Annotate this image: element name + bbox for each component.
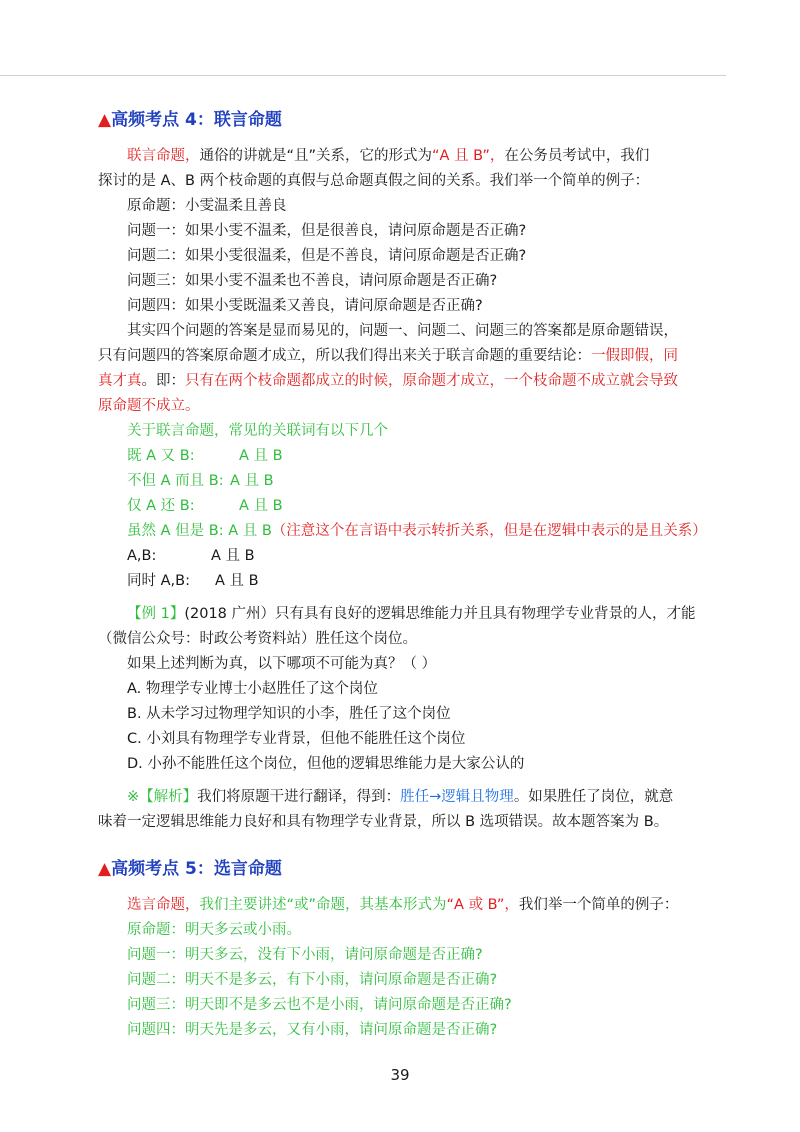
paragraph-line: 原命题不成立。 (98, 398, 200, 414)
example-line: 问题一：如果小雯不温柔，但是很善良，请问原命题是否正确? (127, 223, 527, 239)
paragraph-line: 联言命题，通俗的讲就是“且”关系，它的形式为“A 且 B”，在公务员考试中，我们 (127, 148, 650, 164)
example-line: 问题三：明天即不是多云也不是小雨，请问原命题是否正确? (127, 997, 512, 1013)
triangle-icon: ▲ (98, 859, 112, 879)
analysis-line: ※【解析】我们将原题干进行翻译，得到：胜任→逻辑且物理。如果胜任了岗位，就意 (127, 789, 674, 805)
paragraph-line: 真才真。即：只有在两个枝命题都成立的时候，原命题才成立，一个枝命题不成立就会导致 (98, 373, 678, 389)
section-heading-4: ▲高频考点 4：联言命题 (98, 110, 282, 130)
triangle-icon: ▲ (98, 110, 112, 130)
option-b: B. 从未学习过物理学知识的小李，胜任了这个岗位 (127, 706, 451, 722)
example-line: 问题二：如果小雯很温柔，但是不善良，请问原命题是否正确? (127, 248, 527, 264)
example-line: 问题二：明天不是多云，有下小雨，请问原命题是否正确? (127, 972, 498, 988)
example-line: 原命题：小雯温柔且善良 (127, 198, 287, 214)
example-line: 问题四：如果小雯既温柔又善良，请问原命题是否正确? (127, 298, 483, 314)
option-a: A. 物理学专业博士小赵胜任了这个岗位 (127, 681, 378, 697)
example-line: 问题四：明天先是多云，又有小雨，请问原命题是否正确? (127, 1022, 498, 1038)
connective-row: A,B: A 且 B (127, 548, 255, 564)
example-line: 问题三：如果小雯不温柔也不善良，请问原命题是否正确? (127, 273, 498, 289)
paragraph-line: 选言命题，我们主要讲述“或”命题，其基本形式为“A 或 B”，我们举一个简单的例子： (127, 897, 679, 913)
analysis-line: 味着一定逻辑思维能力良好和具有物理学专业背景，所以 B 选项错误。故本题答案为 B。 (98, 814, 669, 830)
example-question: 如果上述判断为真，以下哪项不可能为真？（ ） (127, 656, 437, 672)
connective-row: 虽然 A 但是 B: A 且 B（注意这个在言语中表示转折关系，但是在逻辑中表示的是且关系） (127, 523, 707, 539)
connective-row: 同时 A,B: A 且 B (127, 573, 259, 589)
analysis-tag: ※【解析】 (127, 789, 198, 805)
example-line: 原命题：明天多云或小雨。 (127, 922, 301, 938)
paragraph-line: 只有问题四的答案原命题才成立，所以我们得出来关于联言命题的重要结论：一假即假，同 (98, 348, 678, 364)
example-question: （微信公众号：时政公考资料站）胜任这个岗位。 (98, 631, 417, 647)
paragraph-line: 其实四个问题的答案是显而易见的，问题一、问题二、问题三的答案都是原命题错误， (127, 323, 678, 339)
option-d: D. 小孙不能胜任这个岗位，但他的逻辑思维能力是大家公认的 (127, 756, 525, 772)
example-question: 【例 1】(2018 广州）只有具有良好的逻辑思维能力并且具有物理学专业背景的人，才能 (127, 606, 696, 622)
connective-row: 不但 A 而且 B: A 且 B (127, 473, 274, 489)
page-number: 39 (390, 1066, 410, 1084)
connective-row: 既 A 又 B: A 且 B (127, 448, 283, 464)
header-rule (0, 75, 726, 76)
example-tag: 【例 1】 (127, 606, 185, 622)
option-c: C. 小刘具有物理学专业背景，但他不能胜任这个岗位 (127, 731, 466, 747)
section-heading-5: ▲高频考点 5：选言命题 (98, 859, 282, 879)
connective-row: 仅 A 还 B: A 且 B (127, 498, 283, 514)
page-content (98, 100, 728, 1043)
paragraph-line: 探讨的是 A、B 两个枝命题的真假与总命题真假之间的关系。我们举一个简单的例子： (98, 173, 650, 189)
example-line: 问题一：明天多云，没有下小雨，请问原命题是否正确? (127, 947, 483, 963)
connectives-title: 关于联言命题，常见的关联词有以下几个 (127, 423, 388, 439)
